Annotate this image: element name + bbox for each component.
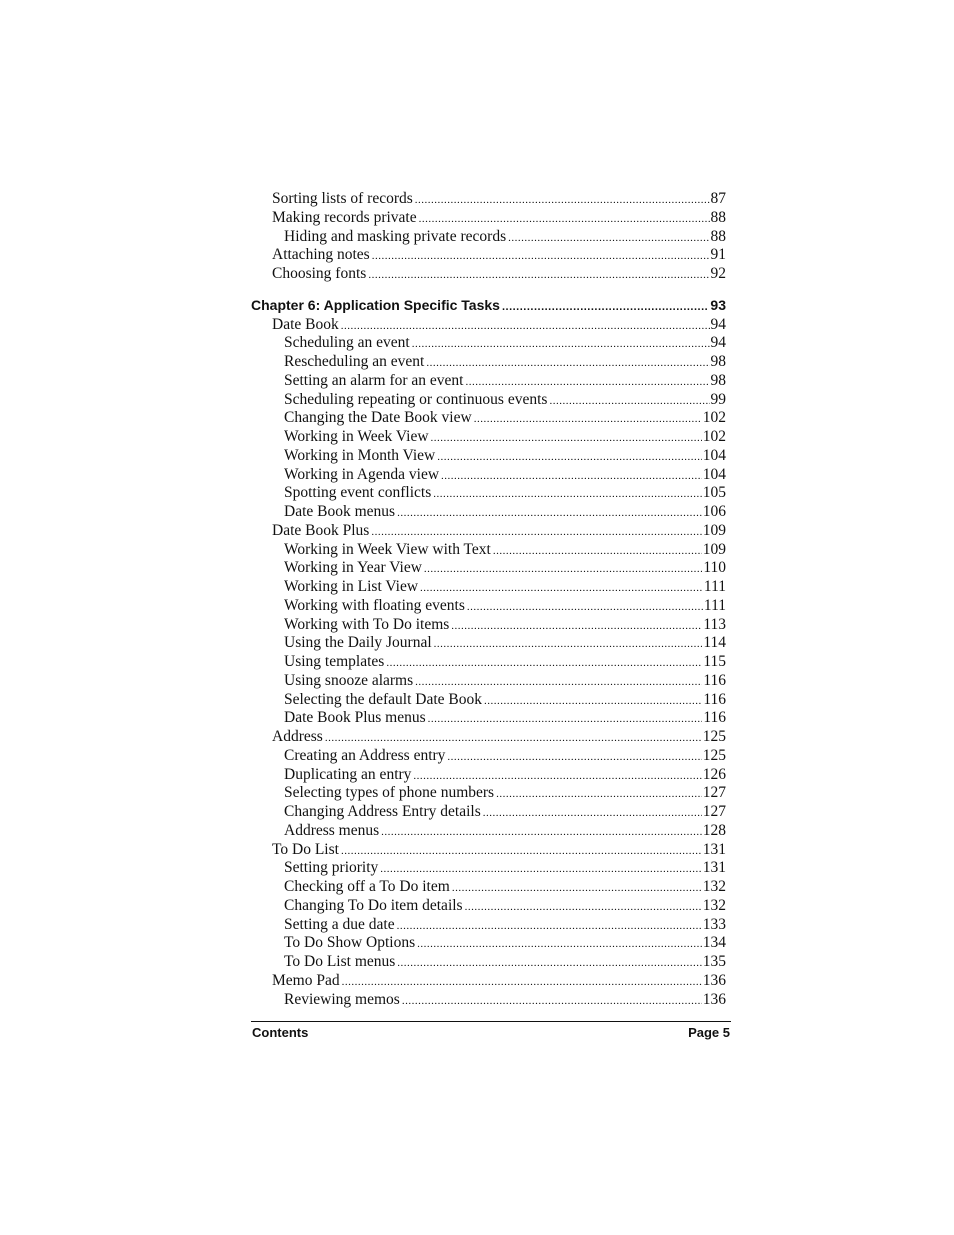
dot-leader [415, 191, 710, 210]
toc-entry-title: Checking off a To Do item [284, 878, 450, 895]
toc-entry[interactable] [250, 616, 726, 635]
toc-entry[interactable] [250, 953, 726, 972]
toc-entry-page: 111 [703, 578, 726, 595]
toc-entry[interactable] [250, 691, 726, 710]
toc-entry-page: 113 [703, 615, 726, 633]
toc-entry-title: Working in Week View [284, 428, 429, 445]
toc-entry-page: 131 [702, 840, 726, 858]
toc-entry[interactable] [250, 353, 726, 372]
dot-leader [380, 860, 701, 879]
toc-entry-page: 136 [702, 990, 726, 1008]
dot-leader [426, 354, 709, 373]
toc-entry[interactable] [250, 747, 726, 766]
toc-entry-page: 134 [702, 934, 726, 952]
toc-entry-page: 91 [710, 246, 726, 264]
dot-leader [447, 748, 701, 767]
toc-entry[interactable] [250, 709, 726, 728]
dot-leader [372, 247, 710, 266]
dot-leader [397, 917, 702, 936]
toc-chapter-heading[interactable] [250, 296, 726, 315]
toc-entry-title: Working with To Do items [284, 615, 450, 633]
toc-entry-page: 126 [702, 765, 726, 783]
toc-entry-page: 114 [703, 634, 726, 652]
dot-leader [484, 692, 702, 711]
dot-leader [342, 973, 702, 992]
toc-entry[interactable] [250, 391, 726, 410]
toc-entry-page: 94 [710, 315, 726, 333]
toc-entry[interactable] [250, 409, 726, 428]
toc-entry-title: Spotting event conflicts [284, 484, 432, 502]
dot-leader [483, 804, 702, 823]
toc-entry-page: 135 [702, 953, 726, 970]
toc-entry-page: 127 [702, 803, 726, 820]
toc-entry-title: Scheduling an event [284, 334, 410, 352]
dot-leader [433, 485, 702, 504]
toc-entry[interactable] [250, 784, 726, 803]
toc-entry[interactable] [250, 841, 726, 860]
toc-entry-page: 98 [710, 371, 726, 389]
toc-entry[interactable] [250, 503, 726, 522]
toc-entry[interactable] [250, 228, 726, 247]
toc-entry[interactable] [250, 372, 726, 391]
toc-entry-title: Working in Month View [284, 446, 436, 464]
toc-entry-title: Changing To Do item details [284, 896, 463, 914]
toc-entry[interactable] [250, 803, 726, 822]
toc-entry-title: Duplicating an entry [284, 765, 412, 783]
toc-entry-page: 98 [710, 353, 726, 370]
footer-section-title: Contents [252, 1025, 309, 1040]
toc-entry-page: 136 [702, 971, 726, 989]
toc-entry-title: Attaching notes [272, 246, 370, 264]
toc-entry[interactable] [250, 766, 726, 785]
toc-entry-title: Chapter 6: Application Specific Tasks [251, 296, 500, 313]
toc-entry[interactable] [250, 578, 726, 597]
dot-leader [386, 654, 702, 673]
dot-leader [502, 298, 709, 317]
dot-leader [413, 767, 701, 786]
dot-leader [452, 879, 702, 898]
dot-leader [381, 823, 702, 842]
dot-leader [424, 560, 702, 579]
toc-entry-title: To Do Show Options [284, 934, 416, 952]
dot-leader [417, 935, 702, 954]
toc-entry-page: 115 [703, 653, 726, 670]
toc-entry-page: 110 [703, 559, 726, 577]
toc-entry-page: 87 [710, 190, 726, 207]
toc-entry[interactable] [250, 972, 726, 991]
toc-entry[interactable] [250, 897, 726, 916]
toc-entry-title: Setting priority [284, 859, 379, 877]
toc-entry[interactable] [250, 859, 726, 878]
toc-entry[interactable] [250, 934, 726, 953]
toc-entry[interactable] [250, 916, 726, 935]
toc-entry-page: 106 [702, 503, 726, 520]
toc-entry-page: 127 [702, 784, 726, 802]
toc-entry-title: Address [272, 728, 323, 745]
toc-entry-page: 104 [702, 465, 726, 483]
toc-entry-page: 116 [703, 690, 726, 708]
toc-entry[interactable] [250, 822, 726, 841]
dot-leader [371, 523, 701, 542]
toc-entry[interactable] [250, 265, 726, 284]
dot-leader [428, 710, 703, 729]
toc-entry-page: 104 [702, 446, 726, 464]
toc-entry-title: Address menus [284, 821, 380, 839]
dot-leader [437, 448, 702, 467]
toc-entry-title: To Do List [272, 840, 339, 858]
toc-entry-page: 105 [702, 484, 726, 502]
toc-entry[interactable] [250, 559, 726, 578]
toc-entry-title: Sorting lists of records [272, 190, 413, 207]
toc-entry[interactable] [250, 653, 726, 672]
dot-leader [467, 598, 703, 617]
toc-entry-page: 131 [702, 859, 726, 877]
toc-entry[interactable] [250, 484, 726, 503]
toc-entry-title: Changing Address Entry details [284, 803, 481, 820]
toc-entry[interactable] [250, 597, 726, 616]
toc-entry-title: Reviewing memos [284, 990, 400, 1008]
toc-entry-page: 109 [702, 540, 726, 558]
toc-entry-title: Working with floating events [284, 596, 465, 614]
toc-entry-title: Date Book Plus menus [284, 709, 426, 727]
dot-leader [341, 842, 702, 861]
dot-leader [451, 617, 702, 636]
toc-entry-title: Making records private [272, 208, 417, 226]
toc-entry-title: Scheduling repeating or continuous events [284, 390, 548, 408]
toc-entry[interactable] [250, 522, 726, 541]
toc-entry[interactable] [250, 672, 726, 691]
toc-entry-page: 102 [702, 409, 726, 427]
dot-leader [465, 373, 709, 392]
toc-entry[interactable] [250, 541, 726, 560]
dot-leader [412, 335, 710, 354]
toc-entry-page: 92 [710, 265, 726, 282]
toc-entry-title: Setting an alarm for an event [284, 371, 464, 389]
toc-entry-page: 88 [710, 208, 726, 226]
toc-entry-title: Setting a due date [284, 915, 395, 933]
toc-entry[interactable] [250, 728, 726, 747]
toc-entry[interactable] [250, 447, 726, 466]
table-of-contents [250, 190, 726, 1009]
toc-entry[interactable] [250, 316, 726, 335]
dot-leader [420, 579, 703, 598]
toc-entry-title: Date Book menus [284, 503, 396, 520]
dot-leader [415, 673, 702, 692]
dot-leader [341, 317, 710, 336]
toc-entry-title: Choosing fonts [272, 265, 367, 282]
toc-entry-title: Selecting the default Date Book [284, 690, 482, 708]
toc-entry[interactable] [250, 334, 726, 353]
toc-entry-title: To Do List menus [284, 953, 396, 970]
toc-entry-page: 111 [703, 596, 726, 614]
toc-entry-title: Rescheduling an event [284, 353, 425, 370]
toc-entry-title: Working in Week View with Text [284, 540, 491, 558]
toc-entry-title: Date Book [272, 315, 339, 333]
toc-entry[interactable] [250, 428, 726, 447]
toc-entry-page: 88 [710, 227, 726, 245]
toc-entry-page: 125 [702, 746, 726, 764]
dot-leader [402, 992, 702, 1011]
dot-leader [434, 635, 703, 654]
toc-entry-page: 102 [702, 428, 726, 445]
dot-leader [496, 785, 702, 804]
toc-entry-title: Working in Year View [284, 559, 422, 577]
dot-leader [397, 504, 702, 523]
toc-entry-title: Date Book Plus [272, 521, 370, 539]
toc-entry-title: Creating an Address entry [284, 746, 446, 764]
toc-entry-title: Using the Daily Journal [284, 634, 432, 652]
toc-entry-page: 132 [702, 896, 726, 914]
toc-entry-title: Selecting types of phone numbers [284, 784, 495, 802]
toc-entry[interactable] [250, 634, 726, 653]
dot-leader [325, 729, 702, 748]
dot-leader [419, 210, 710, 229]
toc-entry-title: Using templates [284, 653, 385, 670]
dot-leader [431, 429, 702, 448]
dot-leader [508, 229, 709, 248]
toc-entry-title: Hiding and masking private records [284, 227, 507, 245]
toc-entry-title: Changing the Date Book view [284, 409, 472, 427]
dot-leader [493, 542, 702, 561]
footer-rule [251, 1021, 731, 1022]
toc-entry[interactable] [250, 466, 726, 485]
toc-entry-title: Memo Pad [272, 971, 340, 989]
dot-leader [441, 467, 702, 486]
toc-entry-page: 99 [710, 390, 726, 408]
footer-page-number: Page 5 [688, 1025, 730, 1040]
toc-entry-page: 116 [703, 709, 726, 727]
dot-leader [368, 266, 709, 285]
toc-entry-page: 128 [702, 821, 726, 839]
toc-entry-page: 132 [702, 878, 726, 895]
dot-leader [474, 410, 702, 429]
dot-leader [465, 898, 702, 917]
toc-entry-page: 109 [702, 521, 726, 539]
toc-entry[interactable] [250, 246, 726, 265]
toc-entry-page: 133 [702, 915, 726, 933]
dot-leader [397, 954, 701, 973]
toc-entry[interactable] [250, 878, 726, 897]
toc-entry[interactable] [250, 991, 726, 1010]
toc-entry-title: Working in List View [284, 578, 419, 595]
toc-entry-page: 93 [710, 296, 726, 313]
toc-entry-page: 116 [703, 671, 726, 689]
toc-entry[interactable] [250, 209, 726, 228]
toc-entry-title: Using snooze alarms [284, 671, 414, 689]
toc-entry[interactable] [250, 190, 726, 209]
toc-entry-page: 125 [702, 728, 726, 745]
toc-entry-page: 94 [710, 334, 726, 352]
toc-entry-title: Working in Agenda view [284, 465, 440, 483]
dot-leader [549, 392, 709, 411]
